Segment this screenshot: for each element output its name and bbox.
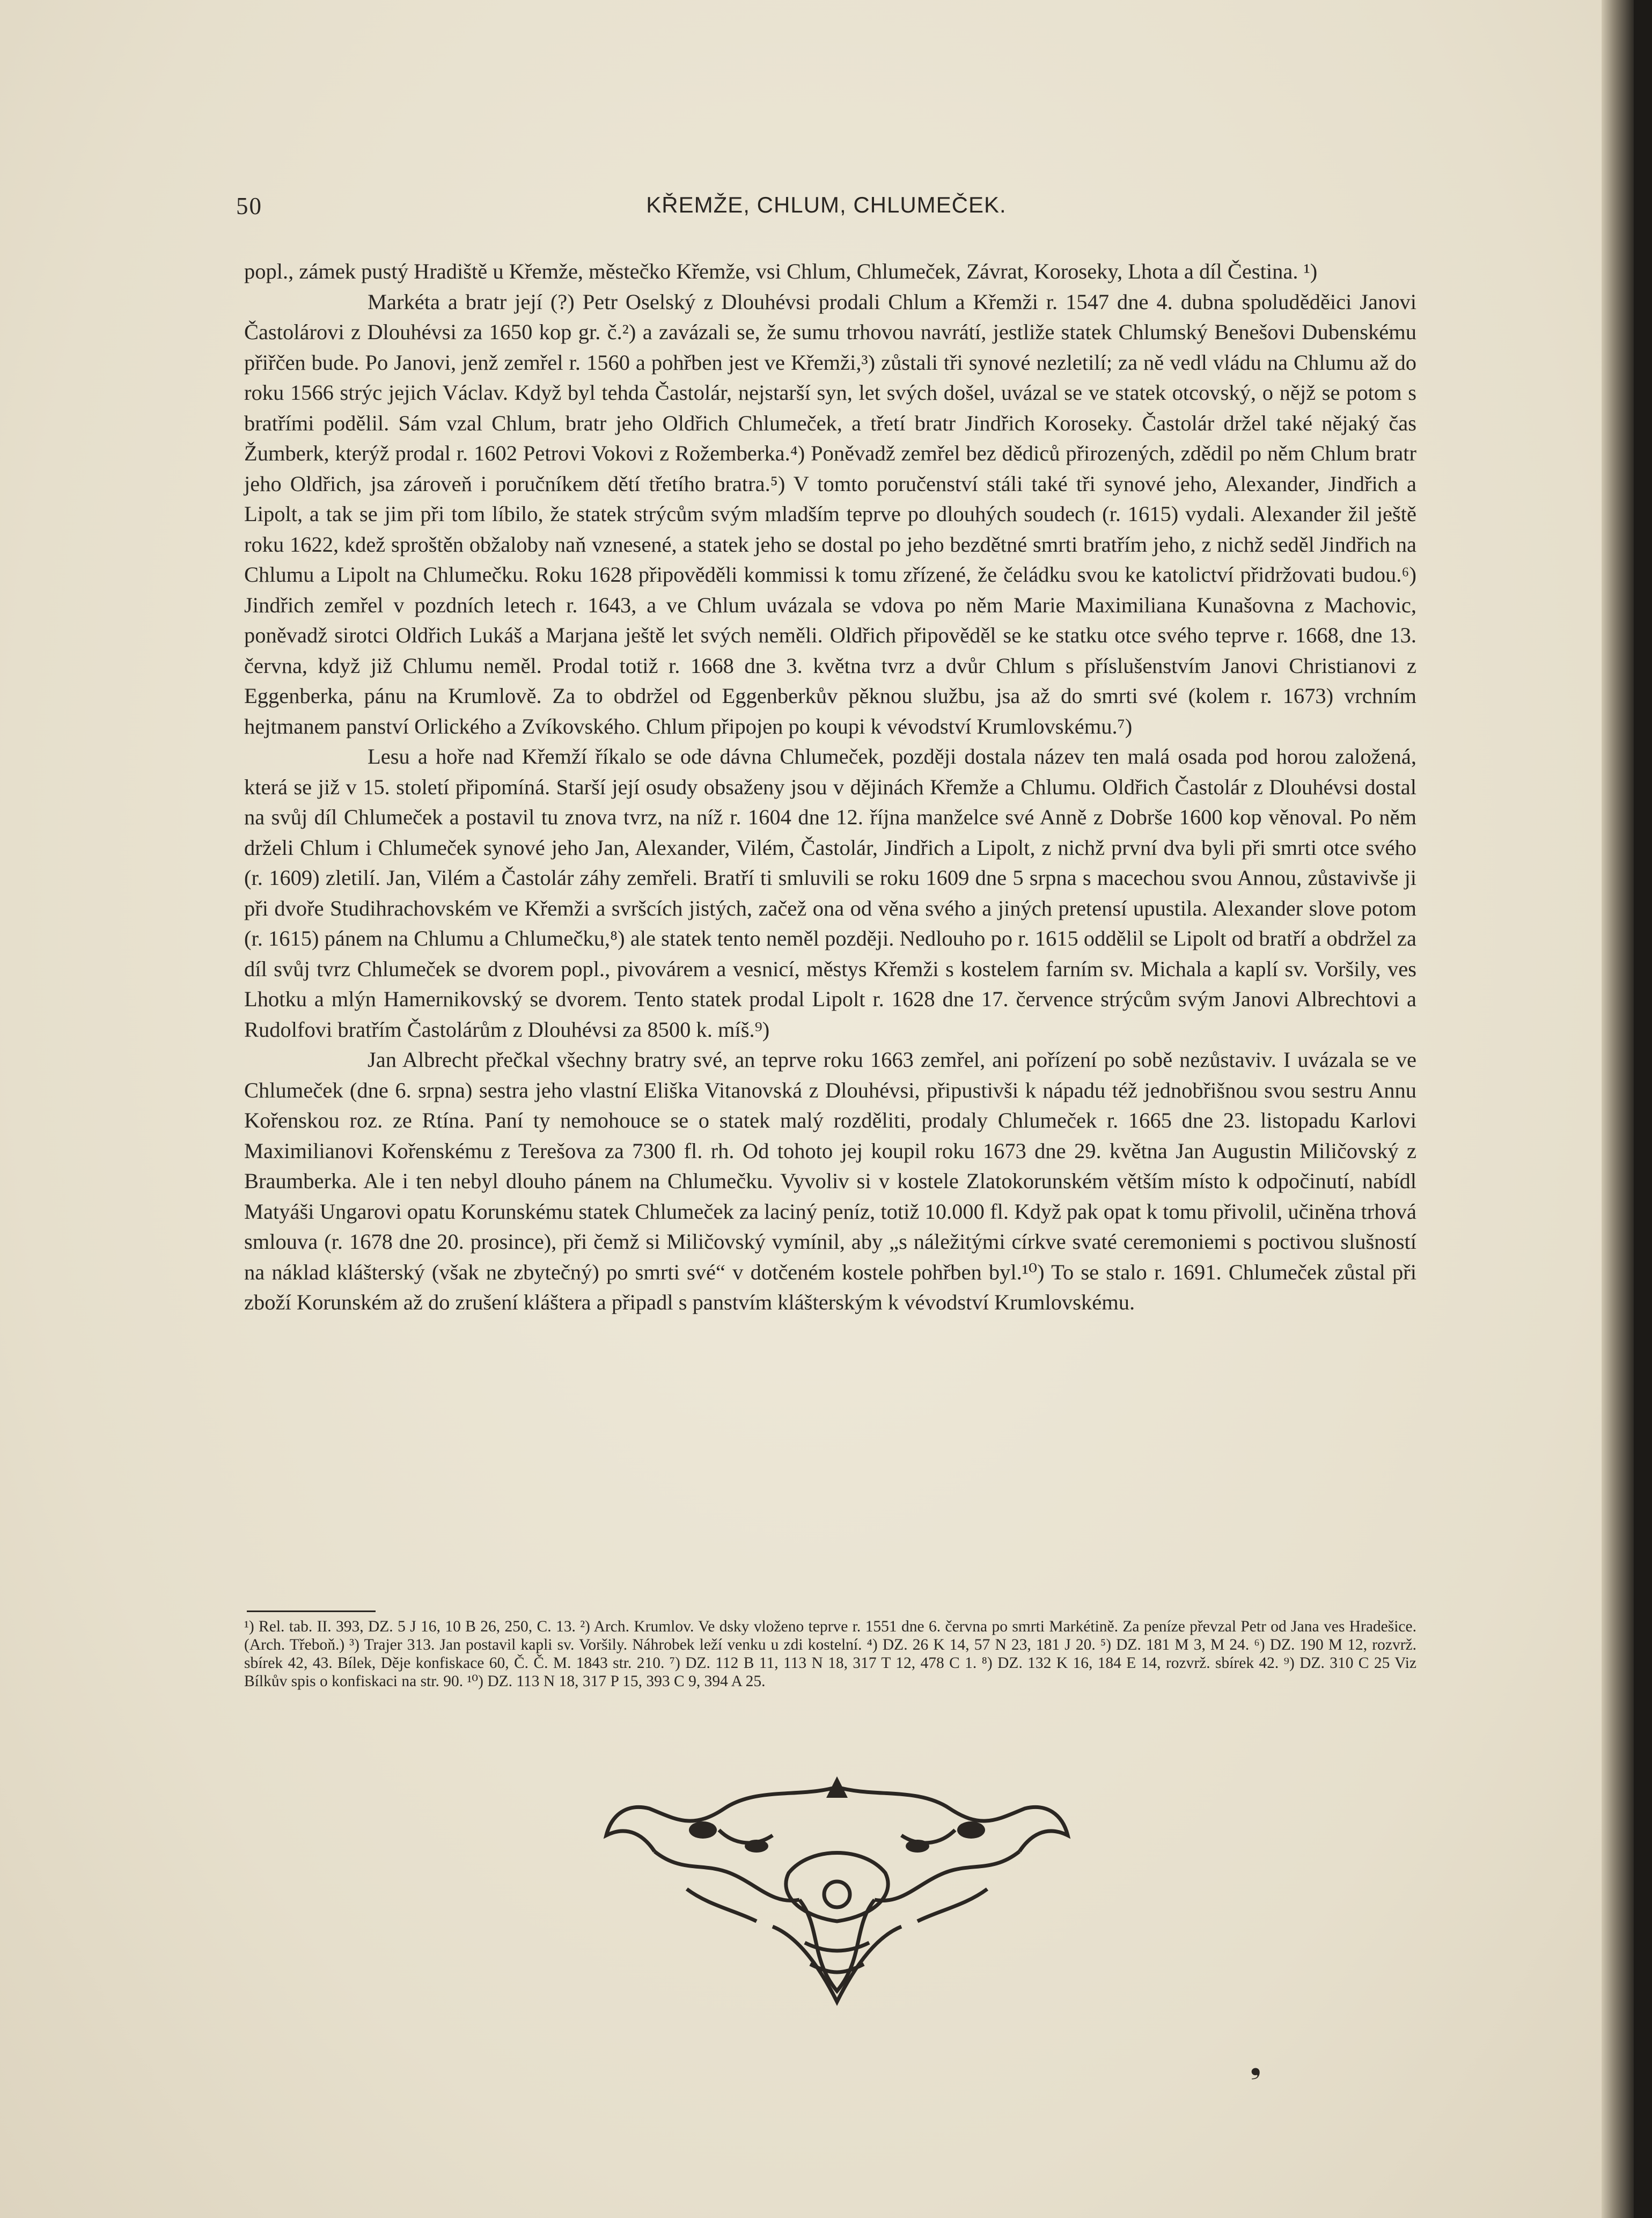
paragraph-jan-albrecht: Jan Albrecht přečkal všechny bratry své, an teprve roku 1663 zemřel, ani pořízení po sobě nezůstaviv. I uvázala se ve Chlumeček (dne 6. srpna) sestra jeho vlastní Eliška Vitanovská z Dlouhévsi, připustivši k nápadu též jednobřišnou svou sestru Annu Kořenskou roz. ze Rtína. Paní ty nemohouce se o statek malý rozděliti, prodaly Chlumeček r. 1665 dne 23. listopadu Karlovi Maximilianovi Kořenskému z Terešova za 7300 fl. rh. Od tohoto jej koupil roku 1673 dne 29. května Jan Augustin Miličovský z Braumberka. Ale i ten nebyl dlouho pánem na Chlumečku. Vyvoliv si v kostele Zlatokorunském větším místo k odpočinutí, nabídl Matyáši Ungarovi opatu Korunskému statek Chlumeček za laciný peníz, totiž 10.000 fl. Když pak opat k tomu přivolil, učiněna trhová smlouva (r. 1678 dne 20. prosince), při čemž si Miličovský vymínil, aby „s náležitými církve svaté ceremoniemi s poctivou slušností na náklad klášterský (však ne zbytečný) po smrti své“ v dotčeném kostele pohřben byl.¹⁰) To se stalo r. 1691. Chlumeček zůstal při zboží Korunském až do zrušení kláštera a připadl s panstvím klášterským k vévodství Krumlovskému.	[244, 1048, 1416, 1314]
paragraph-intro: popl., zámek pustý Hradiště u Křemže, městečko Křemže, vsi Chlum, Chlumeček, Závrat, Koroseky, Lhota a díl Čestina. ¹)	[244, 259, 1318, 283]
book-spine	[1602, 0, 1634, 2218]
page-number: 50	[236, 193, 262, 219]
paragraph-chlum: Markéta a bratr její (?) Petr Oselský z Dlouhévsi prodali Chlum a Křemži r. 1547 dne 4. dubna spoluděděici Janovi Častolárovi z Dlouhévsi za 1650 kop gr. č.²) a zavázali se, že sumu trhovou navrátí, jestliže statek Chlumský Benešovi Dubenskému přiřčen bude. Po Janovi, jenž zemřel r. 1560 a pohřben jest ve Křemži,³) zůstali tři synové nezletilí; za ně vedl vládu na Chlumu až do roku 1566 strýc jejich Václav. Když byl tehda Častolár, nejstarší syn, let svých došel, uvázal se ve statek otcovský, o nějž se potom s bratřími podělil. Sám vzal Chlum, bratr jeho Oldřich Chlumeček, a třetí bratr Jindřich Koroseky. Častolár držel také nějaký čas Žumberk, kterýž prodal r. 1602 Petrovi Vokovi z Rožemberka.⁴) Poněvadž zemřel bez dědiců přirozených, zdědil po něm Chlum bratr jeho Oldřich, jsa zároveň i poručníkem dětí třetího bratra.⁵) V tomto poručenství stáli také tři synové jeho, Alexander, Jindřich a Lipolt, a tak se jim při tom líbilo, že statek strýcům svým mladším teprve po dlouhých soudech (r. 1615) vydali. Alexander žil ještě roku 1622, kdež sproštěn obžaloby naň vznesené, a statek jeho se dostal po jeho bezdětné smrti bratřím jeho, z nichž seděl Jindřich na Chlumu a Lipolt na Chlumečku. Roku 1628 připověděli kommissi k tomu zřízené, že čeládku svou ke katolictví přidržovati budou.⁶) Jindřich zemřel v pozdních letech r. 1643, a ve Chlum uvázala se vdova po něm Marie Maximiliana Kunašovna z Machovic, poněvadž sirotci Oldřich Lukáš a Marjana ještě let svých neměli. Oldřich připověděl se ke statku otce svého teprve r. 1668, dne 13. června, když již Chlumu neměl. Prodal totiž r. 1668 dne 3. května tvrz a dvůr Chlum s příslušenstvím Janovi Christianovi z Eggenberka, pánu na Krumlově. Za to obdržel od Eggenberkův pěknou službu, jsa až do smrti své (kolem r. 1673) vrchním hejtmanem panství Orlického a Zvíkovského. Chlum připojen po koupi k vévodství Krumlovskému.⁷)	[244, 289, 1416, 738]
paragraph-chlumecek: Lesu a hoře nad Křemží říkalo se ode dávna Chlumeček, později dostala název ten malá osada pod horou založená, která se již v 15. století připomíná. Starší její osudy obsaženy jsou v dějinách Křemže a Chlumu. Oldřich Častolár z Dlouhévsi dostal na svůj díl Chlumeček a postavil tu znova tvrz, na níž r. 1604 dne 12. října manželce své Anně z Dobrše 1600 kop věnoval. Po něm drželi Chlum i Chlumeček synové jeho Jan, Alexander, Vilém, Častolár, Jindřich a Lipolt, z nichž první dva byli při smrti otce svého (r. 1609) zletilí. Jan, Vilém a Častolár záhy zemřeli. Bratří ti smluvili se roku 1609 dne 5 srpna s macechou svou Annou, zůstavivše ji při dvoře Studihrachovském ve Křemži a svršcích jistých, začež ona od věna svého a jiných pretensí upustila. Alexander slove potom (r. 1615) pánem na Chlumu a Chlumečku,⁸) ale statek tento neměl později. Nedlouho po r. 1615 oddělil se Lipolt od bratří a obdržel za díl svůj tvrz Chlumeček se dvorem popl., pivovárem a vesnicí, městys Křemži s kostelem farním sv. Michala a kaplí sv. Voršily, ves Lhotku a mlýn Hamernikovský se dvorem. Tento statek prodal Lipolt r. 1628 dne 17. července strýcům svým Janovi Albrechtovi a Rudolfovi bratřím Častolárům z Dlouhévsi za 8500 k. míš.⁹)	[244, 744, 1416, 1042]
footnote-rule	[247, 1611, 376, 1612]
page-header	[236, 192, 1416, 230]
main-text	[244, 257, 1416, 1318]
ink-mark: ❟	[1250, 2049, 1261, 2080]
footnotes: ¹) Rel. tab. II. 393, DZ. 5 J 16, 10 B 26, 250, C. 13. ²) Arch. Krumlov. Ve dsky vloženo teprve r. 1551 dne 6. června po smrti Markétině. Za peníze převzal Petr od Jana ves Hradešice. (Arch. Třeboň.) ³) Trajer 313. Jan postavil kapli sv. Voršily. Náhrobek leží venku u zdi kostelní. ⁴) DZ. 26 K 14, 57 N 23, 181 J 20. ⁵) DZ. 181 M 3, M 24. ⁶) DZ. 190 M 12, rozvrž. sbírek 42, 43. Bílek, Děje konfiskace 60, Č. Č. M. 1843 str. 210. ⁷) DZ. 112 B 11, 113 N 18, 317 T 12, 478 C 1. ⁸) DZ. 132 K 16, 184 E 14, rozvrž. sbírek 42. ⁹) DZ. 310 C 25 Viz Bílkův spis o konfiskaci na str. 90. ¹⁰) DZ. 113 N 18, 317 P 15, 393 C 9, 394 A 25.	[244, 1618, 1416, 1690]
ornamental-vignette-icon	[596, 1766, 1078, 2023]
running-title: KŘEMŽE, CHLUM, CHLUMEČEK.	[646, 192, 1007, 217]
